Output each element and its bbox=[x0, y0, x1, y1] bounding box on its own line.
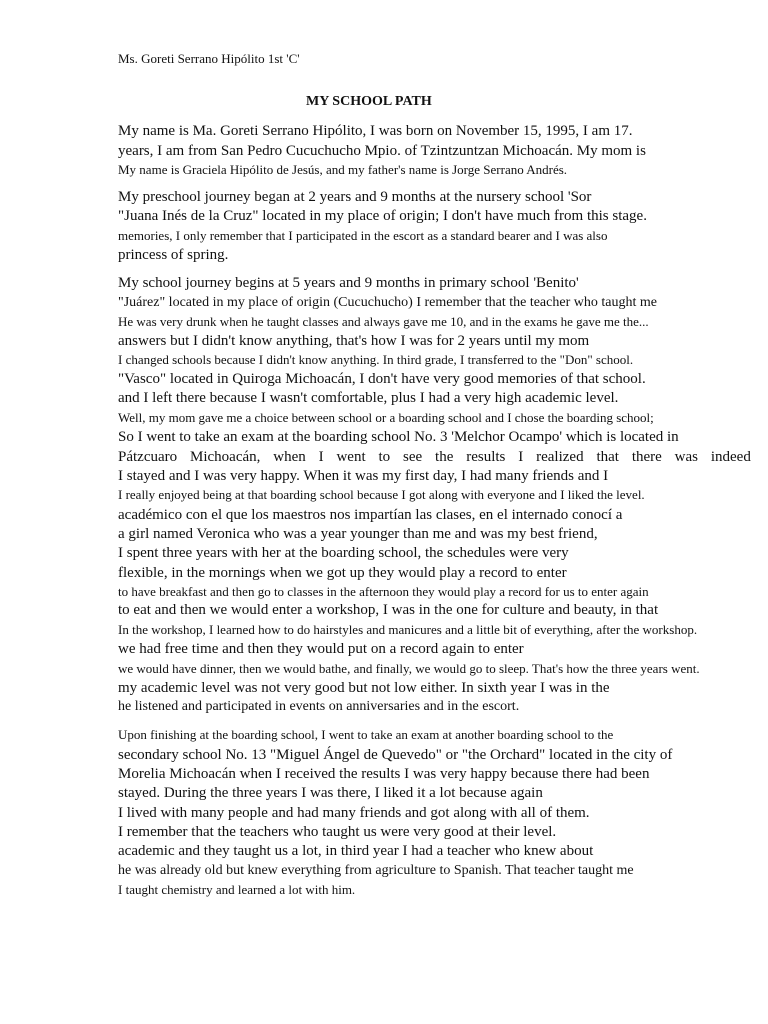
word: the bbox=[435, 449, 454, 465]
text-line: we would have dinner, then we would bathe, and finally, we would go to sleep. That's how the three years went. bbox=[118, 661, 700, 676]
text-line: I stayed and I was very happy. When it was my first day, I had many friends and I bbox=[118, 468, 609, 484]
text-line: He was very drunk when he taught classes and always gave me 10, and in the exams he gave me the... bbox=[118, 314, 649, 329]
word: indeed bbox=[710, 449, 751, 465]
text-line: I spent three years with her at the boarding school, the schedules were very bbox=[118, 545, 569, 561]
text-line: and I left there because I wasn't comfortable, plus I had a very high academic level. bbox=[118, 390, 619, 406]
text-line: académico con el que los maestros nos impartían las clases, en el internado conocí a bbox=[118, 507, 623, 523]
text-line: I changed schools because I didn't know anything. In third grade, I transferred to the "Don" school. bbox=[118, 352, 634, 367]
text-line: I remember that the teachers who taught us were very good at their level. bbox=[118, 824, 557, 840]
text-line: I really enjoyed being at that boarding school because I got along with everyone and I liked the level. bbox=[118, 487, 645, 502]
word: was bbox=[674, 449, 698, 465]
word: that bbox=[596, 449, 619, 465]
text-line: So I went to take an exam at the boarding school No. 3 'Melchor Ocampo' which is located in bbox=[118, 429, 679, 445]
author-line: Ms. Goreti Serrano Hipólito 1st 'C' bbox=[118, 51, 300, 66]
text-line: "Juana Inés de la Cruz" located in my place of origin; I don't have much from this stage. bbox=[118, 208, 647, 224]
word: Michoacán, bbox=[190, 449, 261, 465]
text-line: Well, my mom gave me a choice between school or a boarding school and I chose the boarding school; bbox=[118, 410, 654, 425]
text-line: memories, I only remember that I participated in the escort as a standard bearer and I was also bbox=[118, 228, 608, 243]
text-line: we had free time and then they would put on a record again to enter bbox=[118, 641, 524, 657]
text-line: My name is Ma. Goreti Serrano Hipólito, I was born on November 15, 1995, I am 17. bbox=[118, 123, 633, 139]
word: when bbox=[273, 449, 306, 465]
text-line: answers but I didn't know anything, that's how I was for 2 years until my mom bbox=[118, 333, 590, 349]
text-line: stayed. During the three years I was there, I liked it a lot because again bbox=[118, 785, 543, 801]
text-line-justified bbox=[118, 450, 751, 465]
text-line: he listened and participated in events on anniversaries and in the escort. bbox=[118, 699, 520, 714]
text-line: My preschool journey began at 2 years and 9 months at the nursery school 'Sor bbox=[118, 189, 592, 205]
text-line: Morelia Michoacán when I received the results I was very happy because there had been bbox=[118, 766, 650, 782]
word: results bbox=[466, 449, 506, 465]
text-line: to have breakfast and then go to classes in the afternoon they would play a record for us to enter again bbox=[118, 584, 649, 599]
text-line: to eat and then we would enter a workshop, I was in the one for culture and beauty, in that bbox=[118, 602, 659, 618]
text-line: In the workshop, I learned how to do hairstyles and manicures and a little bit of everything, after the workshop. bbox=[118, 622, 698, 637]
text-line: "Juárez" located in my place of origin (Cucuchucho) I remember that the teacher who taught me bbox=[118, 295, 657, 310]
text-line: My school journey begins at 5 years and 9 months in primary school 'Benito' bbox=[118, 275, 579, 291]
word: went bbox=[336, 449, 366, 465]
text-line: I lived with many people and had many friends and got along with all of them. bbox=[118, 805, 590, 821]
text-line: "Vasco" located in Quiroga Michoacán, I don't have very good memories of that school. bbox=[118, 371, 646, 387]
word: I bbox=[518, 449, 524, 465]
word: I bbox=[318, 449, 324, 465]
word: Pátzcuaro bbox=[118, 449, 178, 465]
text-line: princess of spring. bbox=[118, 247, 229, 263]
word: to bbox=[378, 449, 391, 465]
document-title: MY SCHOOL PATH bbox=[306, 94, 432, 109]
text-line: Upon finishing at the boarding school, I went to take an exam at another boarding school to the bbox=[118, 727, 614, 742]
text-line: academic and they taught us a lot, in third year I had a teacher who knew about bbox=[118, 843, 594, 859]
text-line: secondary school No. 13 "Miguel Ángel de Quevedo" or "the Orchard" located in the city of bbox=[118, 747, 673, 763]
text-line: flexible, in the mornings when we got up they would play a record to enter bbox=[118, 565, 567, 581]
text-line: my academic level was not very good but not low either. In sixth year I was in the bbox=[118, 680, 610, 696]
text-line: a girl named Veronica who was a year younger than me and was my best friend, bbox=[118, 526, 598, 542]
text-line: I taught chemistry and learned a lot with him. bbox=[118, 882, 356, 897]
text-line: he was already old but knew everything from agriculture to Spanish. That teacher taught me bbox=[118, 863, 634, 878]
word: realized bbox=[536, 449, 584, 465]
word: see bbox=[403, 449, 423, 465]
word: there bbox=[631, 449, 662, 465]
text-line: My name is Graciela Hipólito de Jesús, and my father's name is Jorge Serrano Andrés. bbox=[118, 162, 568, 177]
text-line: years, I am from San Pedro Cucuchucho Mpio. of Tzintzuntzan Michoacán. My mom is bbox=[118, 143, 646, 159]
